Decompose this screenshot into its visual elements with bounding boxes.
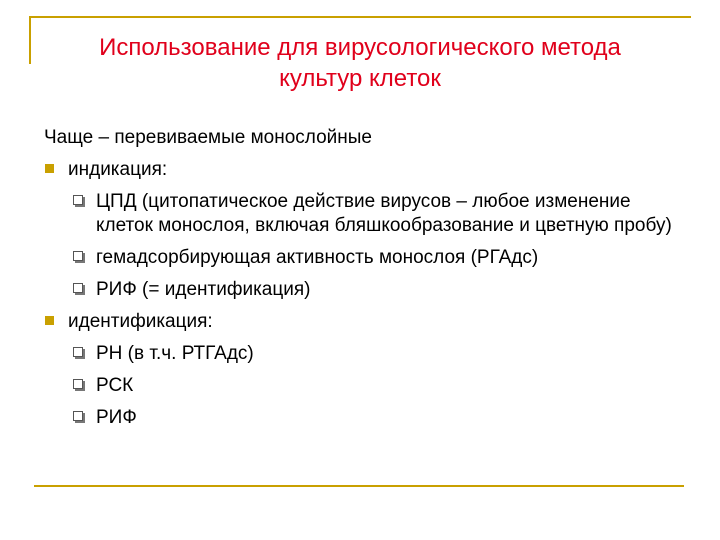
list-item [44,246,694,270]
list-item [44,374,694,398]
list-item-text: РИФ (= идентификация) [96,279,311,300]
bottom-frame-line [34,485,684,487]
intro-text: Чаще – перевиваемые монослойные [44,127,373,148]
list-item [44,342,694,366]
title-line-1: Использование для вирусологического метода [99,34,621,61]
section-label: идентификация: [68,311,213,332]
top-frame-line [29,16,691,18]
list-item-text: РИФ [96,407,137,428]
list-item-text: РСК [96,375,134,396]
filled-square-bullet-icon [45,316,54,325]
slide-title [40,32,680,94]
hollow-square-bullet-icon [73,347,83,357]
hollow-square-bullet-icon [73,283,83,293]
list-item-text: РН (в т.ч. РТГАдс) [96,343,254,364]
filled-square-bullet-icon [45,164,54,173]
list-item [44,406,694,430]
left-frame-bracket [29,16,31,64]
hollow-square-bullet-icon [73,251,83,261]
list-item [44,190,694,238]
title-line-2: культур клеток [279,65,441,92]
list-item-text: гемадсорбирующая активность монослоя (РГАдс) [96,247,539,268]
section-identification [44,310,694,334]
hollow-square-bullet-icon [73,195,83,205]
list-item-text: ЦПД (цитопатическое действие вирусов – любое изменение клеток монослоя, включая бляшкообразование и цветную пробу) [96,191,672,236]
list-item [44,278,694,302]
hollow-square-bullet-icon [73,379,83,389]
section-indication [44,158,694,182]
hollow-square-bullet-icon [73,411,83,421]
slide-content [44,126,694,438]
section-label: индикация: [68,159,168,180]
